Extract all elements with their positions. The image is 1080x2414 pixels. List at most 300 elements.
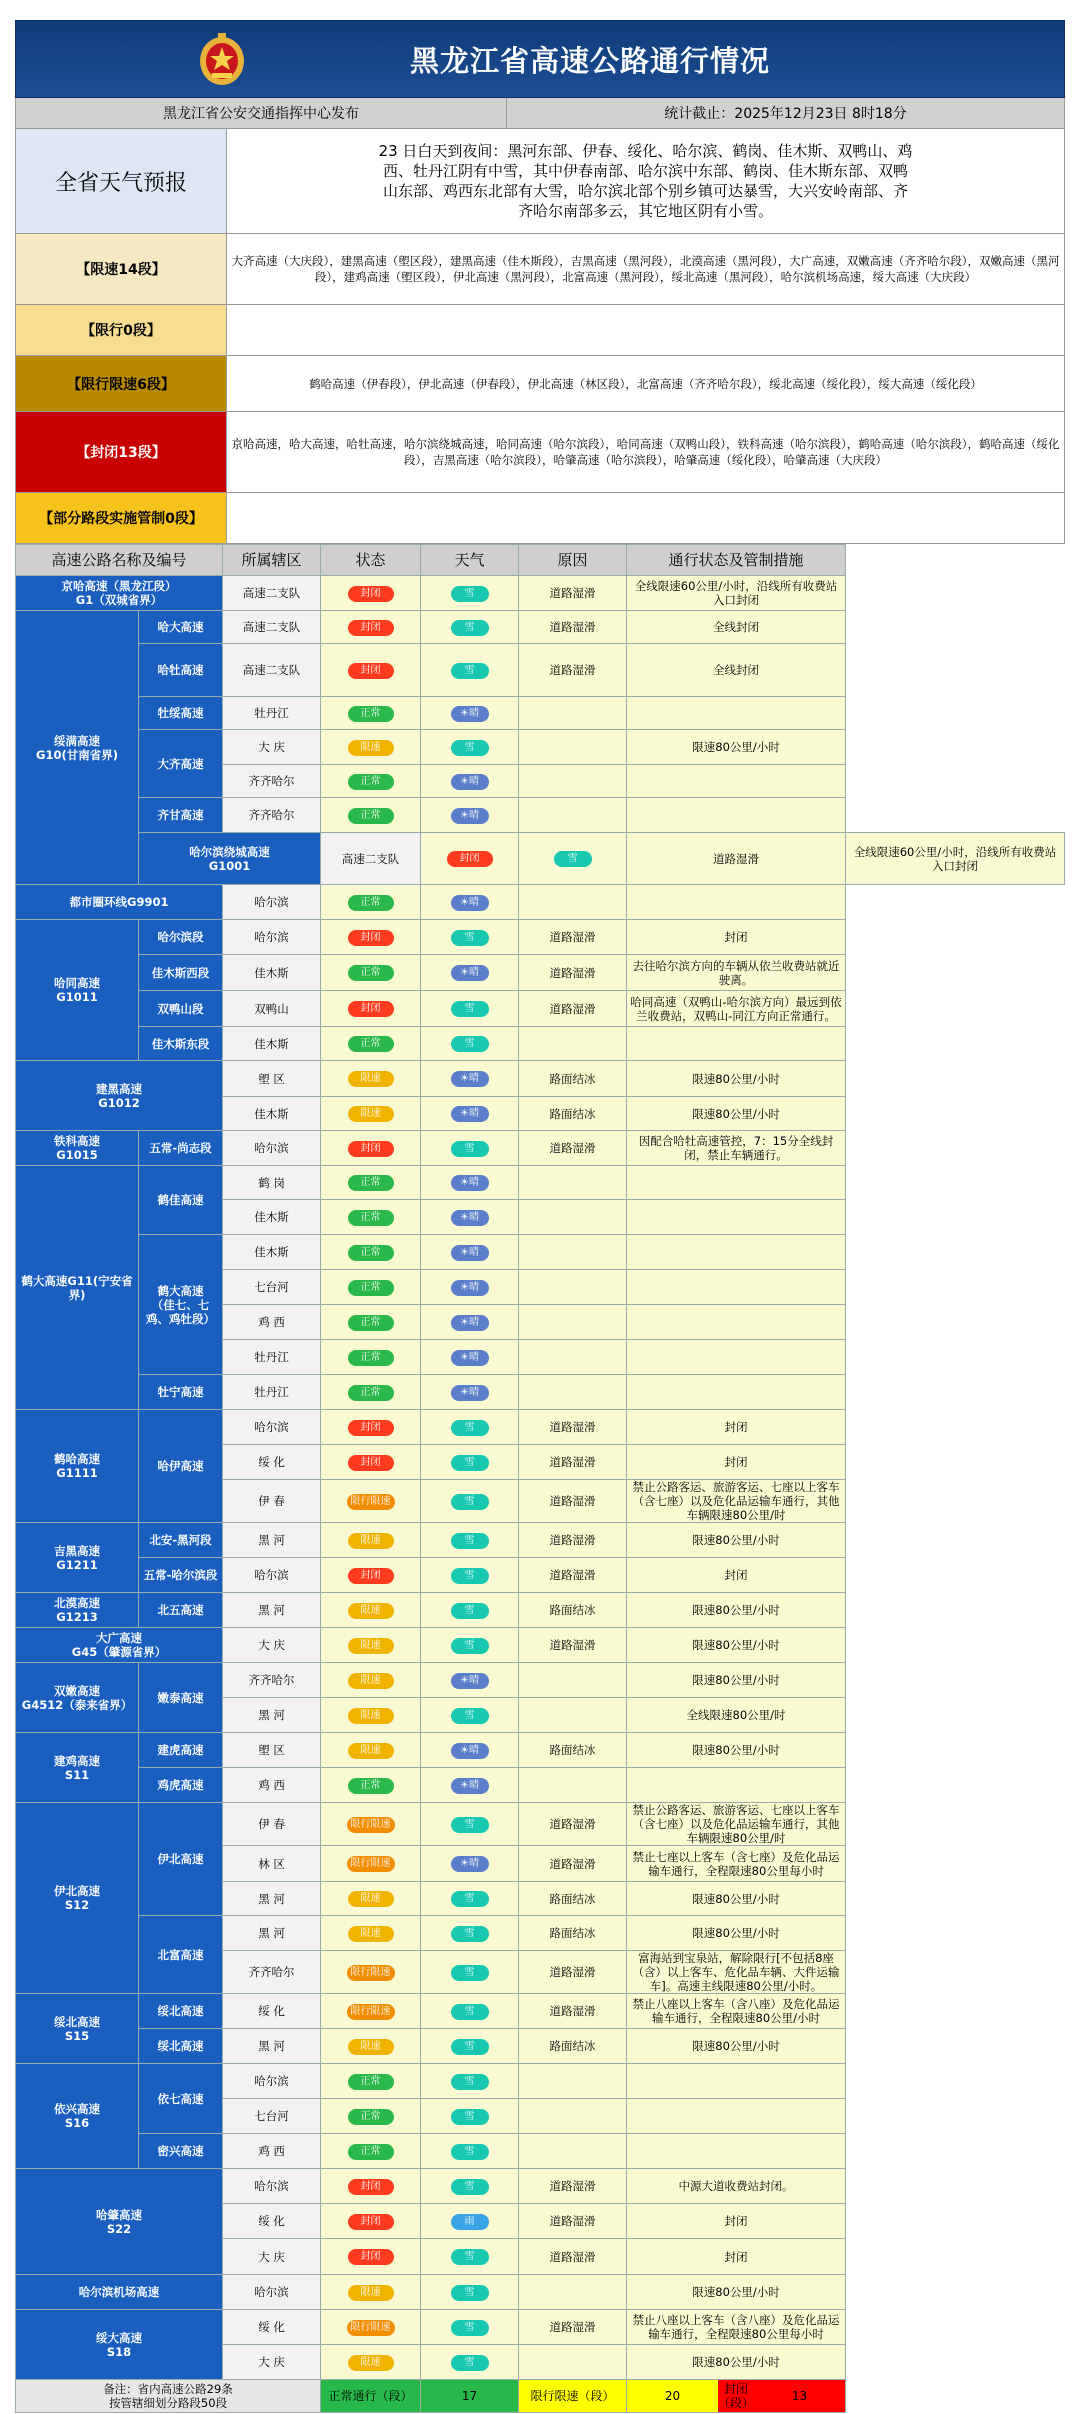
measure-cell: 封闭 xyxy=(627,920,846,955)
status-badge: 限速 xyxy=(348,1533,394,1549)
measure-cell: 限速80公里/小时 xyxy=(627,1593,846,1628)
road-section-cell: 哈尔滨段 xyxy=(139,920,223,955)
summary-band xyxy=(15,356,1065,412)
road-section-cell: 牡宁高速 xyxy=(139,1375,223,1410)
road-name-cell: 建黑高速 G1012 xyxy=(16,1061,223,1131)
table-header-row xyxy=(16,545,1065,576)
status-cell xyxy=(321,2204,421,2239)
weather-cell xyxy=(421,1698,519,1733)
summary-band-label: 【部分路段实施管制0段】 xyxy=(16,493,227,543)
status-badge: 限速 xyxy=(348,1603,394,1619)
status-badge: 正常 xyxy=(348,1315,394,1331)
reason-cell xyxy=(519,2134,627,2169)
road-name-cell: 哈同高速 G1011 xyxy=(16,920,139,1061)
weather-cell xyxy=(421,1523,519,1558)
status-cell xyxy=(321,1593,421,1628)
road-section-cell: 嫩泰高速 xyxy=(139,1663,223,1733)
region-cell: 七台河 xyxy=(223,1270,321,1305)
measure-cell xyxy=(627,1305,846,1340)
table-row xyxy=(16,955,1065,991)
reason-cell: 道路湿滑 xyxy=(519,991,627,1027)
road-section-cell: 北富高速 xyxy=(139,1916,223,1994)
status-badge: 限速 xyxy=(348,740,394,756)
table-row xyxy=(16,1131,1065,1166)
status-badge: 限行限速 xyxy=(347,1856,395,1872)
weather-cell xyxy=(421,1097,519,1131)
weather-badge: ☀晴 xyxy=(451,1743,489,1759)
measure-cell: 全线限速60公里/小时，沿线所有收费站入口封闭 xyxy=(627,576,846,611)
region-cell: 高速二支队 xyxy=(223,644,321,697)
publisher-label: 黑龙江省公安交通指挥中心发布 xyxy=(16,98,507,128)
weather-cell xyxy=(421,2204,519,2239)
reason-cell xyxy=(519,1698,627,1733)
weather-badge: 雪 xyxy=(451,586,489,602)
region-cell: 黑 河 xyxy=(223,1882,321,1916)
road-name-cell: 绥大高速 S18 xyxy=(16,2310,223,2380)
weather-badge: ☀晴 xyxy=(451,1350,489,1366)
reason-cell: 道路湿滑 xyxy=(519,1846,627,1882)
status-cell xyxy=(321,1663,421,1698)
header-weather: 天气 xyxy=(421,545,519,576)
table-row xyxy=(16,2310,1065,2345)
status-cell xyxy=(321,1061,421,1097)
reason-cell xyxy=(519,1027,627,1061)
status-badge: 正常 xyxy=(348,2109,394,2125)
region-cell: 黑 河 xyxy=(223,1916,321,1951)
weather-cell xyxy=(421,1951,519,1994)
measure-cell xyxy=(627,1270,846,1305)
table-row xyxy=(16,1523,1065,1558)
measure-cell xyxy=(627,1768,846,1803)
weather-badge: 雪 xyxy=(451,2179,489,2195)
measure-cell xyxy=(627,1340,846,1375)
measure-cell: 禁止八座以上客车（含八座）及危化品运输车通行，全程限速80公里/小时 xyxy=(627,1994,846,2029)
status-badge: 封闭 xyxy=(348,586,394,602)
status-badge: 限速 xyxy=(348,2039,394,2055)
region-cell: 伊 春 xyxy=(223,1803,321,1846)
region-cell: 哈尔滨 xyxy=(223,1410,321,1445)
region-cell: 黑 河 xyxy=(223,1593,321,1628)
status-cell xyxy=(321,697,421,730)
reason-cell: 道路湿滑 xyxy=(519,1951,627,1994)
status-badge: 正常 xyxy=(348,895,394,911)
measure-cell: 封闭 xyxy=(627,1445,846,1480)
road-section-cell: 绥北高速 xyxy=(139,1994,223,2029)
region-cell: 黑 河 xyxy=(223,2029,321,2064)
table-row xyxy=(16,991,1065,1027)
road-section-cell: 依七高速 xyxy=(139,2064,223,2134)
region-cell: 佳木斯 xyxy=(223,1200,321,1235)
region-cell: 绥 化 xyxy=(223,1445,321,1480)
reason-cell: 道路湿滑 xyxy=(519,576,627,611)
status-badge: 正常 xyxy=(348,1245,394,1261)
status-cell xyxy=(321,1375,421,1410)
reason-cell xyxy=(519,1270,627,1305)
measure-cell: 禁止公路客运、旅游客运、七座以上客车（含七座）以及危化品运输车通行，其他车辆限速80公里/时 xyxy=(627,1480,846,1523)
status-badge: 封闭 xyxy=(348,2214,394,2230)
status-cell xyxy=(321,1340,421,1375)
region-cell: 鸡 西 xyxy=(223,1768,321,1803)
status-badge: 限速 xyxy=(348,2285,394,2301)
status-badge: 封闭 xyxy=(348,1141,394,1157)
summary-band-label: 【限行限速6段】 xyxy=(16,356,227,411)
weather-badge: 雪 xyxy=(451,1455,489,1471)
measure-cell: 因配合哈牡高速管控，7：15分全线封闭，禁止车辆通行。 xyxy=(627,1131,846,1166)
weather-badge: ☀晴 xyxy=(451,1245,489,1261)
region-cell: 佳木斯 xyxy=(223,1027,321,1061)
status-cell xyxy=(321,1558,421,1593)
status-cell xyxy=(321,730,421,765)
measure-cell: 禁止公路客运、旅游客运、七座以上客车（含七座）以及危化品运输车通行，其他车辆限速80公里/时 xyxy=(627,1803,846,1846)
weather-cell xyxy=(421,1480,519,1523)
status-badge: 限速 xyxy=(348,1891,394,1907)
table-row xyxy=(16,1803,1065,1846)
road-section-cell: 北安-黑河段 xyxy=(139,1523,223,1558)
status-badge: 正常 xyxy=(348,1385,394,1401)
reason-cell: 道路湿滑 xyxy=(519,644,627,697)
status-badge: 正常 xyxy=(348,808,394,824)
measure-cell xyxy=(627,2099,846,2134)
status-badge: 限行限速 xyxy=(347,2004,395,2020)
measure-cell xyxy=(627,2064,846,2099)
weather-badge: 雪 xyxy=(451,2320,489,2336)
region-cell: 哈尔滨 xyxy=(223,2169,321,2204)
table-row xyxy=(16,1558,1065,1593)
measure-cell: 全线限速80公里/时 xyxy=(627,1698,846,1733)
measure-cell: 封闭 xyxy=(627,2239,846,2275)
reason-cell xyxy=(519,697,627,730)
status-badge: 限速 xyxy=(348,1743,394,1759)
weather-cell xyxy=(421,2239,519,2275)
measure-cell: 全线封闭 xyxy=(627,611,846,644)
measure-cell: 限速80公里/小时 xyxy=(627,2345,846,2380)
road-name-cell: 依兴高速 S16 xyxy=(16,2064,139,2169)
reason-cell: 道路湿滑 xyxy=(519,611,627,644)
status-cell xyxy=(321,955,421,991)
region-cell: 塱 区 xyxy=(223,1733,321,1768)
status-badge: 限速 xyxy=(348,1926,394,1942)
reason-cell xyxy=(519,1305,627,1340)
footer-closed-count: 13 xyxy=(754,2380,845,2412)
footer-limit-label: 限行限速（段） xyxy=(519,2380,627,2413)
table-row xyxy=(16,1166,1065,1200)
weather-cell xyxy=(421,1235,519,1270)
weather-cell xyxy=(421,2099,519,2134)
weather-badge: ☀晴 xyxy=(451,1106,489,1122)
status-cell xyxy=(421,833,519,885)
weather-badge: 雪 xyxy=(451,2144,489,2160)
region-cell: 牡丹江 xyxy=(223,1375,321,1410)
status-cell xyxy=(321,2029,421,2064)
summary-band-label: 【限速14段】 xyxy=(16,234,227,304)
weather-badge: 雪 xyxy=(451,1001,489,1017)
reason-cell xyxy=(519,1166,627,1200)
table-row xyxy=(16,730,1065,765)
reason-cell: 道路湿滑 xyxy=(519,1131,627,1166)
measure-cell: 去往哈尔滨方向的车辆从依兰收费站就近驶离。 xyxy=(627,955,846,991)
status-badge: 封闭 xyxy=(348,2179,394,2195)
status-badge: 正常 xyxy=(348,706,394,722)
reason-cell: 路面结冰 xyxy=(519,1097,627,1131)
weather-badge: 雪 xyxy=(451,2355,489,2371)
status-badge: 正常 xyxy=(348,1036,394,1052)
summary-bands xyxy=(15,234,1065,544)
summary-band-text: 大齐高速（大庆段），建黑高速（塱区段），建黑高速（佳木斯段），吉黑高速（黑河段），北漠高速（黑河段），大广高速，双嫩高速（齐齐哈尔段），双嫩高速（黑河段），建鸡高速（塱区段），伊北高速（黑河段），北富高速（黑河段），绥北高速（黑河段），哈尔滨机场高速，绥大高速（大庆段） xyxy=(231,254,1060,284)
footer-closed-label: 封闭（段） xyxy=(718,2382,755,2410)
road-name-cell: 绥满高速 G10(甘南省界) xyxy=(16,611,139,885)
weather-badge: 雪 xyxy=(451,2109,489,2125)
reason-cell: 道路湿滑 xyxy=(519,1628,627,1663)
header-measure: 通行状态及管制措施 xyxy=(627,545,846,576)
weather-badge: 雪 xyxy=(451,930,489,946)
reason-cell: 道路湿滑 xyxy=(519,2169,627,2204)
region-cell: 绥 化 xyxy=(223,1994,321,2029)
measure-cell xyxy=(627,1166,846,1200)
road-name-cell: 哈尔滨绕城高速 G1001 xyxy=(139,833,321,885)
summary-band xyxy=(15,234,1065,305)
status-cell xyxy=(321,1131,421,1166)
region-cell: 塱 区 xyxy=(223,1061,321,1097)
weather-cell xyxy=(519,833,627,885)
status-badge: 封闭 xyxy=(348,1568,394,1584)
status-cell xyxy=(321,1916,421,1951)
status-badge: 封闭 xyxy=(348,1455,394,1471)
weather-badge: ☀晴 xyxy=(451,1071,489,1087)
weather-cell xyxy=(421,1340,519,1375)
status-cell xyxy=(321,576,421,611)
weather-badge: 雨 xyxy=(451,2214,489,2230)
weather-badge: 雪 xyxy=(451,1708,489,1724)
weather-cell xyxy=(421,730,519,765)
measure-cell: 限速80公里/小时 xyxy=(627,1628,846,1663)
weather-badge: 雪 xyxy=(451,620,489,636)
status-cell xyxy=(321,1445,421,1480)
road-name-cell: 建鸡高速 S11 xyxy=(16,1733,139,1803)
status-badge: 正常 xyxy=(348,774,394,790)
status-badge: 限行限速 xyxy=(347,1817,395,1833)
measure-cell: 哈同高速（双鸭山-哈尔滨方向）最远到依兰收费站，双鸭山-同江方向正常通行。 xyxy=(627,991,846,1027)
region-cell: 伊 春 xyxy=(223,1480,321,1523)
measure-cell xyxy=(627,1027,846,1061)
weather-badge: 雪 xyxy=(451,663,489,679)
weather-cell xyxy=(421,2169,519,2204)
table-row xyxy=(16,2029,1065,2064)
reason-cell xyxy=(519,1768,627,1803)
status-cell xyxy=(321,2310,421,2345)
weather-cell xyxy=(421,955,519,991)
summary-band xyxy=(15,305,1065,356)
weather-cell xyxy=(421,1270,519,1305)
measure-cell xyxy=(627,2134,846,2169)
status-cell xyxy=(321,2239,421,2275)
weather-cell xyxy=(421,2029,519,2064)
status-badge: 限速 xyxy=(348,1673,394,1689)
status-cell xyxy=(321,765,421,798)
weather-badge: ☀晴 xyxy=(451,1280,489,1296)
status-badge: 限速 xyxy=(348,1638,394,1654)
weather-cell xyxy=(421,644,519,697)
status-cell xyxy=(321,1523,421,1558)
weather-badge: 雪 xyxy=(451,1533,489,1549)
status-badge: 封闭 xyxy=(447,851,493,867)
table-row xyxy=(16,1593,1065,1628)
weather-badge: 雪 xyxy=(451,1420,489,1436)
status-cell xyxy=(321,2169,421,2204)
reason-cell xyxy=(519,2345,627,2380)
publish-bar xyxy=(15,98,1065,129)
weather-cell xyxy=(421,1410,519,1445)
weather-cell xyxy=(421,2064,519,2099)
status-badge: 限行限速 xyxy=(347,1965,395,1981)
weather-cell xyxy=(421,1628,519,1663)
weather-cell xyxy=(421,1994,519,2029)
weather-badge: 雪 xyxy=(451,1817,489,1833)
table-row xyxy=(16,2275,1065,2310)
title-bar xyxy=(15,20,1065,98)
table-row xyxy=(16,1027,1065,1061)
road-section-cell: 双鸭山段 xyxy=(139,991,223,1027)
measure-cell: 禁止七座以上客车（含七座）及危化品运输车通行，全程限速80公里每小时 xyxy=(627,1846,846,1882)
weather-cell xyxy=(421,1733,519,1768)
measure-cell: 限速80公里/小时 xyxy=(627,1061,846,1097)
region-cell: 鸡 西 xyxy=(223,2134,321,2169)
measure-cell xyxy=(627,1375,846,1410)
measure-cell: 限速80公里/小时 xyxy=(627,1097,846,1131)
status-cell xyxy=(321,1097,421,1131)
header-status: 状态 xyxy=(321,545,421,576)
measure-cell xyxy=(627,885,846,920)
status-cell xyxy=(321,2064,421,2099)
weather-badge: 雪 xyxy=(451,1036,489,1052)
measure-cell: 中源大道收费站封闭。 xyxy=(627,2169,846,2204)
region-cell: 哈尔滨 xyxy=(223,1131,321,1166)
road-name-cell: 双嫩高速 G4512（泰来省界） xyxy=(16,1663,139,1733)
weather-cell xyxy=(421,885,519,920)
measure-cell xyxy=(627,798,846,833)
weather-cell xyxy=(421,1200,519,1235)
region-cell: 绥 化 xyxy=(223,2204,321,2239)
road-section-cell: 五常-尚志段 xyxy=(139,1131,223,1166)
police-emblem-icon xyxy=(196,31,248,87)
table-row xyxy=(16,2064,1065,2099)
measure-cell xyxy=(627,1200,846,1235)
road-name-cell: 鹤哈高速 G1111 xyxy=(16,1410,139,1523)
road-section-cell: 建虎高速 xyxy=(139,1733,223,1768)
summary-band-text: 鹤哈高速（伊春段），伊北高速（伊春段），伊北高速（林区段），北富高速（齐齐哈尔段），绥北高速（绥化段），绥大高速（绥化段） xyxy=(309,376,982,391)
weather-badge: ☀晴 xyxy=(451,706,489,722)
road-section-cell: 哈大高速 xyxy=(139,611,223,644)
region-cell: 哈尔滨 xyxy=(223,2275,321,2310)
status-cell xyxy=(321,1846,421,1882)
status-badge: 封闭 xyxy=(348,663,394,679)
weather-cell xyxy=(421,1846,519,1882)
weather-cell xyxy=(421,576,519,611)
status-cell xyxy=(321,1803,421,1846)
weather-forecast xyxy=(15,129,1065,234)
weather-cell xyxy=(421,697,519,730)
status-cell xyxy=(321,1410,421,1445)
status-badge: 限行限速 xyxy=(347,1494,395,1510)
weather-cell xyxy=(421,1663,519,1698)
region-cell: 牡丹江 xyxy=(223,697,321,730)
region-cell: 高速二支队 xyxy=(223,611,321,644)
weather-badge: ☀晴 xyxy=(451,1210,489,1226)
table-row xyxy=(16,798,1065,833)
region-cell: 七台河 xyxy=(223,2099,321,2134)
reason-cell: 路面结冰 xyxy=(519,2029,627,2064)
road-section-cell: 伊北高速 xyxy=(139,1803,223,1916)
reason-cell: 道路湿滑 xyxy=(519,955,627,991)
measure-cell: 封闭 xyxy=(627,1558,846,1593)
road-section-cell: 牡绥高速 xyxy=(139,697,223,730)
table-row xyxy=(16,2134,1065,2169)
footer-note: 备注：省内高速公路29条 按管辖细划分路段50段 xyxy=(16,2380,321,2413)
weather-cell xyxy=(421,1803,519,1846)
weather-cell xyxy=(421,991,519,1027)
status-cell xyxy=(321,2345,421,2380)
weather-cell xyxy=(421,2310,519,2345)
weather-cell xyxy=(421,1916,519,1951)
weather-cell xyxy=(421,1445,519,1480)
measure-cell: 限速80公里/小时 xyxy=(627,1733,846,1768)
table-row xyxy=(16,1916,1065,1951)
table-row xyxy=(16,1733,1065,1768)
weather-cell xyxy=(421,1375,519,1410)
status-cell xyxy=(321,1270,421,1305)
region-cell: 高速二支队 xyxy=(321,833,421,885)
status-cell xyxy=(321,644,421,697)
status-cell xyxy=(321,2275,421,2310)
reason-cell: 道路湿滑 xyxy=(519,2239,627,2275)
region-cell: 绥 化 xyxy=(223,2310,321,2345)
reason-cell xyxy=(519,765,627,798)
summary-band xyxy=(15,493,1065,544)
table-row xyxy=(16,611,1065,644)
region-cell: 双鸭山 xyxy=(223,991,321,1027)
weather-cell xyxy=(421,1768,519,1803)
status-badge: 正常 xyxy=(348,965,394,981)
region-cell: 齐齐哈尔 xyxy=(223,798,321,833)
road-section-cell: 佳木斯西段 xyxy=(139,955,223,991)
footer-row xyxy=(16,2380,1065,2413)
road-status-table xyxy=(15,544,1065,2413)
weather-badge: 雪 xyxy=(451,1638,489,1654)
status-badge: 限速 xyxy=(348,1106,394,1122)
road-name-cell: 大广高速 G45（肇源省界） xyxy=(16,1628,223,1663)
summary-band-text xyxy=(227,493,1064,543)
status-cell xyxy=(321,1628,421,1663)
weather-badge: 雪 xyxy=(451,740,489,756)
header-region: 所属辖区 xyxy=(223,545,321,576)
reason-cell xyxy=(519,798,627,833)
weather-cell xyxy=(421,1027,519,1061)
road-name-cell: 铁科高速 G1015 xyxy=(16,1131,139,1166)
measure-cell xyxy=(627,765,846,798)
reason-cell xyxy=(519,1200,627,1235)
region-cell: 黑 河 xyxy=(223,1523,321,1558)
weather-badge: ☀晴 xyxy=(451,1778,489,1794)
reason-cell: 路面结冰 xyxy=(519,1882,627,1916)
status-badge: 封闭 xyxy=(348,2249,394,2265)
measure-cell: 富海站到宝泉站，解除限行[不包括8座（含）以上客车、危化品车辆、大件运输车]。高速主线限速80公里/小时。 xyxy=(627,1951,846,1994)
road-section-cell: 齐甘高速 xyxy=(139,798,223,833)
region-cell: 鹤 岗 xyxy=(223,1166,321,1200)
reason-cell xyxy=(519,885,627,920)
reason-cell: 道路湿滑 xyxy=(519,1803,627,1846)
status-badge: 正常 xyxy=(348,1350,394,1366)
weather-cell xyxy=(421,1882,519,1916)
status-cell xyxy=(321,1698,421,1733)
